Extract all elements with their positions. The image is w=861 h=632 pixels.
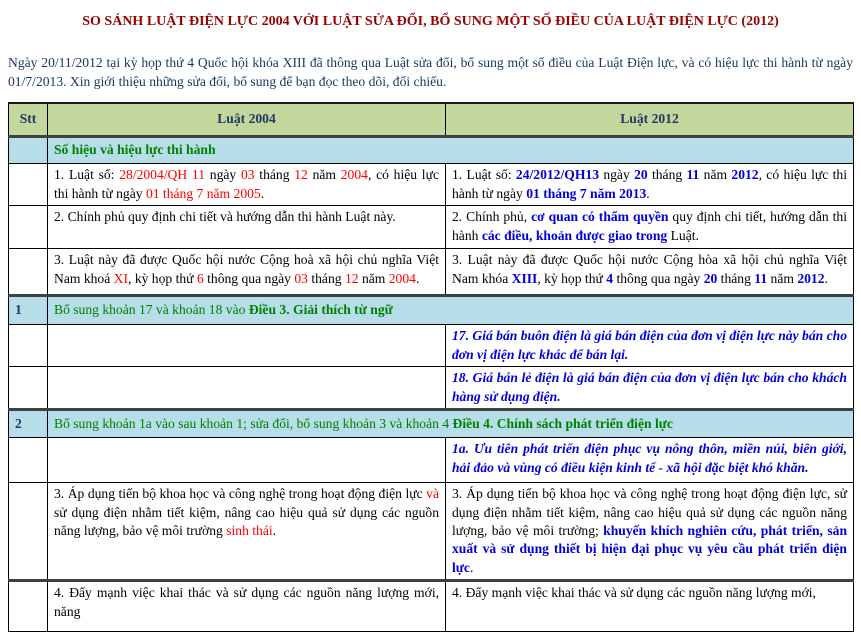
text-segment: . <box>260 185 265 201</box>
text-segment: 2004 <box>340 167 368 183</box>
law-2004-cell <box>48 581 446 632</box>
stt-cell <box>9 249 48 296</box>
table-row <box>9 325 854 367</box>
intro-paragraph: Ngày 20/11/2012 tại kỳ họp thứ 4 Quốc hội khóa XIII đã thông qua Luật sửa đổi, bổ sung một số điều của Luật Điện lực, và có hiệu lực thi hành từ ngày 01/7/2013. Xin giới thiệu những sửa đổi, bổ sung để bạn đọc theo dõi, đối chiếu. <box>8 54 853 89</box>
text-segment: , có hiệu lực thi hành từ ngày <box>54 167 439 201</box>
text-segment: 11 <box>754 270 768 286</box>
text-segment: 03 <box>294 270 308 286</box>
text-segment: 1. Luật số: <box>54 167 120 183</box>
text-segment: 2012 <box>731 167 759 183</box>
law-2004-cell <box>48 367 446 410</box>
text-segment: 1a. Ưu tiên phát triển điện phục vụ nông thôn, miền núi, biên giới, hải đảo và vùng có điều kiện kinh tế - xã hội đặc biệt khó khăn. <box>452 441 847 475</box>
text-segment: 2012 <box>797 270 825 286</box>
text-segment: . <box>415 270 420 286</box>
text-segment: thông qua ngày <box>613 270 704 286</box>
text-segment: năm <box>307 167 341 183</box>
text-segment: năm <box>767 270 798 286</box>
text-segment: cơ quan có thẩm quyền <box>531 209 669 225</box>
stt-cell <box>9 581 48 632</box>
law-2012-cell <box>446 206 854 249</box>
text-segment: 3. Luật này đã được Quốc hội nước Cộng hòa xã hội chủ nghĩa Việt Nam khóa <box>452 252 847 286</box>
text-segment: Luật. <box>667 227 699 243</box>
text-segment: . <box>469 559 474 575</box>
header-row <box>9 103 854 137</box>
text-segment: Điều 3. Giải thích từ ngữ <box>248 302 393 318</box>
section-label <box>48 296 854 325</box>
law-2004-cell <box>48 206 446 249</box>
text-segment: quy định chi tiết, hướng dẫn thi hành <box>452 209 847 243</box>
section-label <box>48 137 854 164</box>
text-segment: 03 <box>240 167 255 183</box>
table-row <box>9 438 854 483</box>
text-segment: . <box>824 270 828 286</box>
section-row <box>9 296 854 325</box>
law-2004-cell <box>48 325 446 367</box>
text-segment: . <box>646 185 650 201</box>
text-segment: 20 <box>634 167 648 183</box>
text-segment: XIII <box>511 270 538 286</box>
stt-cell <box>9 164 48 206</box>
page-title: SO SÁNH LUẬT ĐIỆN LỰC 2004 VỚI LUẬT SỬA ĐỔI, BỔ SUNG MỘT SỐ ĐIỀU CỦA LUẬT ĐIỆN LỰC (2012) <box>82 14 779 29</box>
text-segment: Bổ sung khoản 17 và khoản 18 vào <box>54 302 249 318</box>
text-segment: Số hiệu và hiệu lực thi hành <box>54 142 216 158</box>
text-segment: 4. Đẩy mạnh việc khai thác và sử dụng các nguồn năng lượng mới, <box>452 585 816 601</box>
text-segment: 3. Áp dụng tiến bộ khoa học và công nghệ trong hoạt động điện lực, sử dụng điện nhằm tiết kiệm, nâng cao hiệu quả sử dụng các nguồn năng lượng, bảo vệ môi trường; <box>452 486 847 538</box>
law-2004-cell <box>48 438 446 483</box>
table-row <box>9 206 854 249</box>
stt-cell <box>9 438 48 483</box>
text-segment: 11 <box>686 167 700 183</box>
stt-cell <box>9 137 48 164</box>
text-segment: sử dụng điện nhằm tiết kiệm, nâng cao hiệu quả sử dụng các nguồn năng lượng, bảo vệ môi trường <box>54 504 439 538</box>
text-segment: tháng <box>307 270 345 286</box>
section-label <box>48 410 854 438</box>
text-segment: 4. Đẩy mạnh việc khai thác và sử dụng các nguồn năng lượng mới, năng <box>54 585 439 619</box>
text-segment: ngày <box>599 167 635 183</box>
table-row <box>9 483 854 581</box>
text-segment: 6 <box>196 270 204 286</box>
text-segment: tháng <box>254 167 295 183</box>
stt-cell: 2 <box>9 410 48 438</box>
text-segment: 01 tháng 7 năm 2013 <box>526 185 647 201</box>
text-segment: các điều, khoản được giao trong <box>481 227 668 243</box>
text-segment: 4 <box>606 270 614 286</box>
text-segment: 3. Áp dụng tiến bộ khoa học và công nghệ trong hoạt động điện lực <box>54 486 427 502</box>
law-2012-cell <box>446 483 854 581</box>
table-row <box>9 164 854 206</box>
law-2012-cell <box>446 367 854 410</box>
column-header-luat-2004: Luật 2004 <box>48 103 446 137</box>
text-segment: tháng <box>717 270 755 286</box>
text-segment: 24/2012/QH13 <box>515 167 599 183</box>
law-2012-cell <box>446 325 854 367</box>
stt-cell <box>9 483 48 581</box>
text-segment: năm <box>699 167 732 183</box>
text-segment: XI <box>113 270 129 286</box>
text-segment: 1. Luật số: <box>452 167 516 183</box>
text-segment: ngày <box>205 167 241 183</box>
law-2012-cell <box>446 581 854 632</box>
text-segment: năm <box>358 270 389 286</box>
comparison-table <box>8 102 854 632</box>
text-segment: 20 <box>703 270 718 286</box>
text-segment: 17. Giá bán buôn điện là giá bán điện của đơn vị điện lực này bán cho đơn vị điện lực khác để bán lại. <box>452 328 847 362</box>
text-segment: 2. Chính phủ quy định chi tiết và hướng dẫn thi hành Luật này. <box>54 209 396 225</box>
stt-cell <box>9 206 48 249</box>
law-2004-cell <box>48 483 446 581</box>
text-segment: , có hiệu lực thi hành từ ngày <box>452 167 848 201</box>
text-segment: 2. Chính phủ, <box>452 209 532 225</box>
text-segment: 28/2004/QH 11 <box>119 167 206 183</box>
text-segment: tháng <box>647 167 687 183</box>
table-row <box>9 249 854 296</box>
text-segment: 18. Giá bán lẻ điện là giá bán điện của đơn vị điện lực bán cho khách hàng sử dụng điện. <box>452 370 847 404</box>
text-segment: 12 <box>344 270 359 286</box>
text-segment: Bổ sung khoản 1a vào sau khoản 1; sửa đổi, bổ sung khoản 3 và khoản 4 <box>54 415 453 431</box>
text-segment: 2004 <box>388 270 416 286</box>
text-segment: 01 tháng 7 năm 2005 <box>145 185 261 201</box>
stt-cell <box>9 367 48 410</box>
text-segment: , kỳ họp thứ <box>537 270 607 286</box>
text-segment: sinh thái <box>226 523 273 538</box>
law-2012-cell <box>446 438 854 483</box>
law-2012-cell <box>446 249 854 296</box>
text-segment: , kỳ họp thứ <box>128 270 197 286</box>
text-segment: 12 <box>294 167 308 183</box>
column-header-stt: Stt <box>9 103 48 137</box>
text-segment: Điều 4. Chính sách phát triển điện lực <box>452 415 673 431</box>
table-row <box>9 367 854 410</box>
table-header <box>9 103 854 137</box>
stt-cell <box>9 325 48 367</box>
text-segment: 3. Luật này đã được Quốc hội nước Cộng hoà xã hội chủ nghĩa Việt Nam khoá <box>54 252 439 286</box>
section-row <box>9 137 854 164</box>
law-2012-cell <box>446 164 854 206</box>
law-2004-cell <box>48 164 446 206</box>
section-row <box>9 410 854 438</box>
text-segment: thông qua ngày <box>203 270 295 286</box>
text-segment: và <box>426 486 439 502</box>
column-header-luat-2012: Luật 2012 <box>446 103 854 137</box>
table-body <box>9 137 854 632</box>
law-2004-cell <box>48 249 446 296</box>
text-segment: khuyến khích nghiên cứu, phát triển, sản xuất và sử dụng thiết bị hiện đại phục vụ yêu cầu phát triển điện lực <box>452 523 847 575</box>
table-row <box>9 581 854 632</box>
text-segment: . <box>272 523 277 538</box>
stt-cell: 1 <box>9 296 48 325</box>
